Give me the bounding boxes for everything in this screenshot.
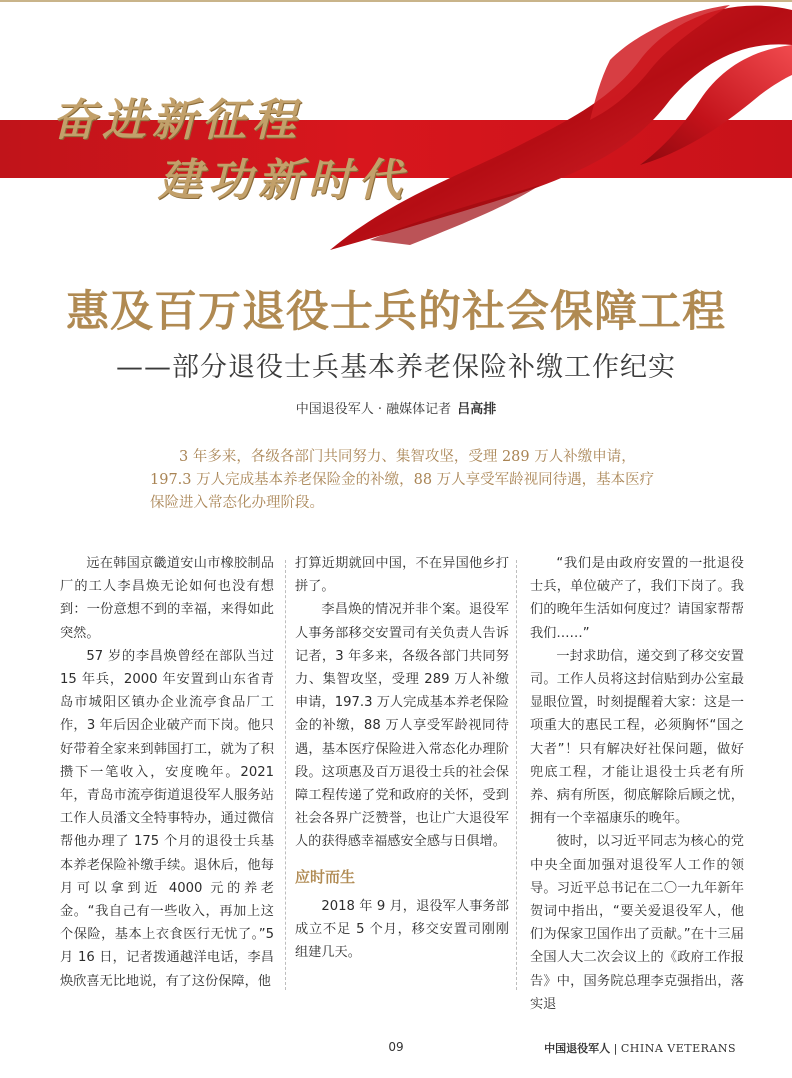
body-paragraph: 李昌焕的情况并非个案。退役军人事务部移交安置司有关负责人告诉记者，3 年多来，各级各部门共同努力、集智攻坚，受理 289 万人补缴申请，197.3 万人完成基本养老保险金的补缴，88 万人享受军龄视同待遇，基本医疗保险进入常态化办理阶段。这项惠及百万退役士兵的社会保障工程传递了党和政府的关怀，受到社会各界广泛赞誉，也让广大退役军人的获得感幸福感安全感与日俱增。 (295, 602, 509, 850)
body-paragraph: 彼时，以习近平同志为核心的党中央全面加强对退役军人工作的领导。习近平总书记在二〇一九年新年贺词中指出，“要关爱退役军人，他们为保家卫国作出了贡献。”在十三届全国人大二次会议上的《政府工作报告》中，国务院总理李克强指出，落实退 (530, 834, 744, 1012)
body-paragraph: “我们是由政府安置的一批退役士兵，单位破产了，我们下岗了。我们的晚年生活如何度过？请国家帮帮我们……” (530, 556, 744, 641)
body-paragraph: 2018 年 9 月，退役军人事务部成立不足 5 个月，移交安置司刚刚组建几天。 (295, 898, 509, 961)
body-column-1 (60, 552, 274, 993)
lead-paragraph: 3 年多来，各级各部门共同努力、集智攻坚，受理 289 万人补缴申请，197.3 万人完成基本养老保险金的补缴，88 万人享受军龄视同待遇，基本医疗保险进入常态化办理阶段。 (150, 449, 655, 511)
slogan-line-1: 奋进新征程 (52, 95, 302, 146)
slogan-line-2: 建功新时代 (158, 155, 408, 206)
byline-prefix: 中国退役军人 · 融媒体记者 (295, 402, 452, 417)
body-paragraph: 远在韩国京畿道安山市橡胶制品厂的工人李昌焕无论如何也没有想到：一份意想不到的幸福，来得如此突然。 (60, 556, 274, 641)
footer-brand-en: CHINA VETERANS (620, 1042, 736, 1055)
section-heading: 应时而生 (295, 867, 356, 886)
body-paragraph: 57 岁的李昌焕曾经在部队当过 15 年兵，2000 年安置到山东省青岛市城阳区镇办企业流亭食品厂工作，3 年后因企业破产而下岗。他只好带着全家来到韩国打工，就为了积攒下一笔收入，安度晚年。2021 年，青岛市流亭街道退役军人服务站工作人员潘文全特事特办，通过微信帮他办理了 175 个月的退役士兵基本养老保险补缴手续。退休后，他每月可以拿到近 4000 元的养老金。“我自己有一些收入，再加上这个保险，基本上衣食医行无忧了。”5 月 16 日，记者拨通越洋电话，李昌焕欣喜无比地说，有了这份保障，他 (60, 648, 274, 989)
byline-author: 吕高排 (457, 402, 497, 417)
byline (0, 398, 792, 417)
page-number: 09 (388, 1040, 404, 1054)
column-divider (516, 560, 517, 990)
body-paragraph: 一封求助信，递交到了移交安置司。工作人员将这封信贴到办公室最显眼位置，时刻提醒着大家：这是一项重大的惠民工程，必须胸怀“国之大者”！只有解决好社保问题，做好兜底工程，才能让退役士兵老有所养、病有所医，彻底解除后顾之忧，拥有一个幸福康乐的晚年。 (530, 648, 744, 827)
article-subtitle: ——部分退役士兵基本养老保险补缴工作纪实 (116, 352, 676, 383)
column-divider (285, 560, 286, 990)
footer-brand-separator: | (610, 1042, 621, 1055)
footer-brand-cn: 中国退役军人 (544, 1042, 611, 1055)
body-paragraph-continued: 打算近期就回中国，不在异国他乡打拼了。 (295, 556, 509, 595)
article-title: 惠及百万退役士兵的社会保障工程 (66, 287, 726, 337)
body-column-2 (295, 552, 509, 964)
body-column-3 (530, 552, 744, 1016)
footer-brand (544, 1040, 736, 1056)
red-ribbon-graphic (310, 0, 792, 260)
